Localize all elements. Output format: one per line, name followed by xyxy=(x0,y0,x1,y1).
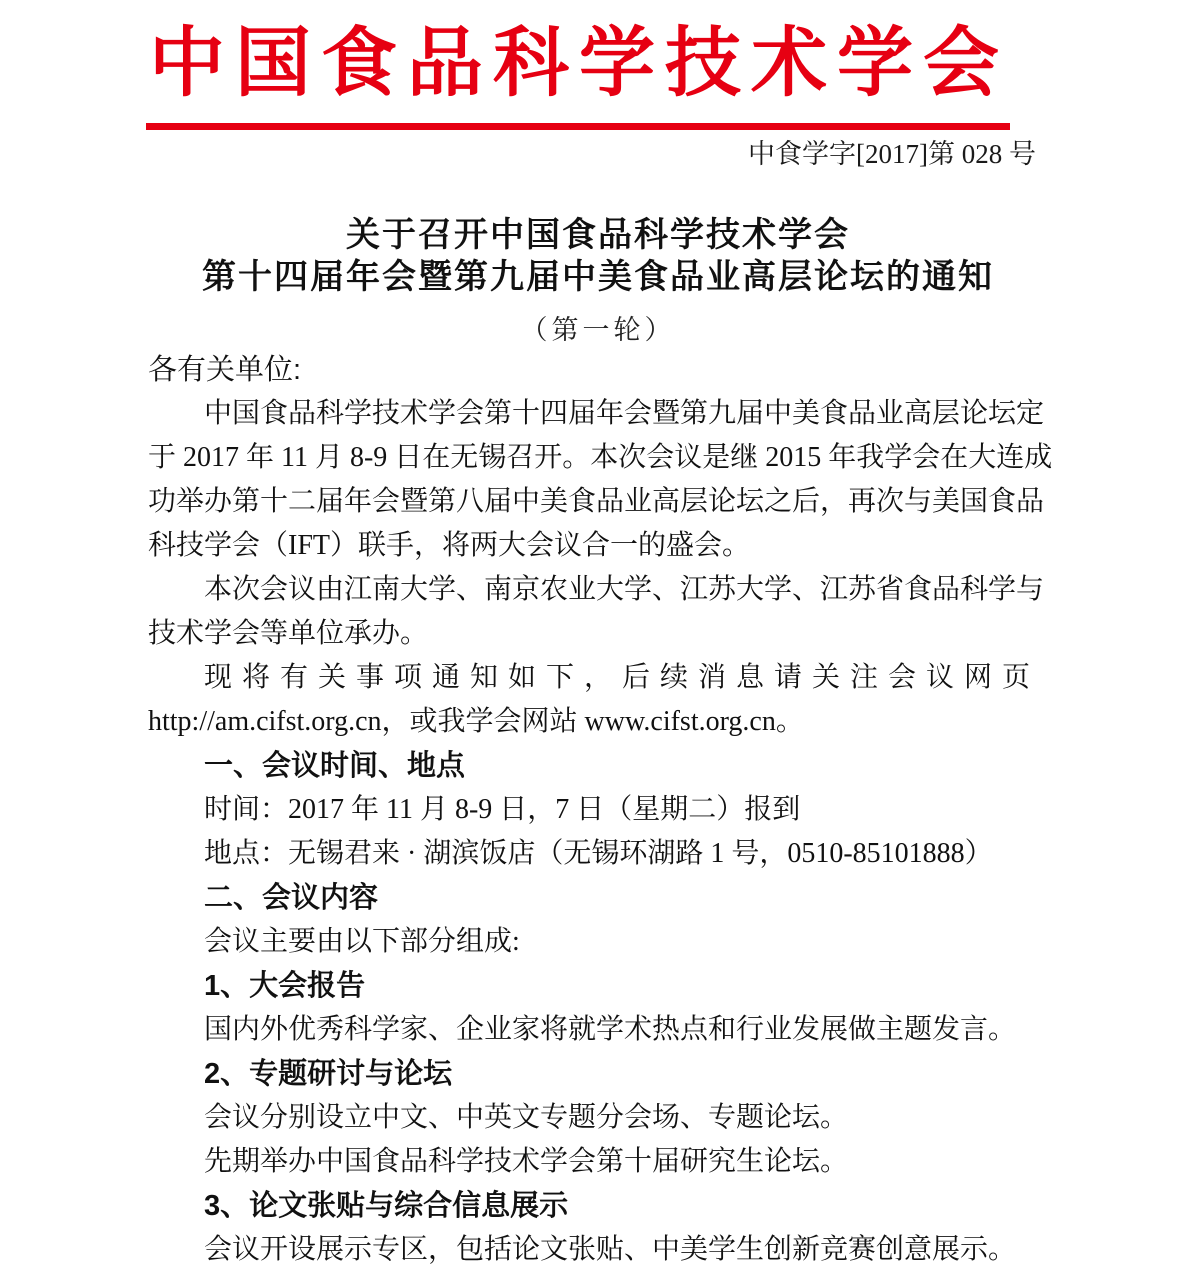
para-3-line-2: http://am.cifst.org.cn，或我学会网站 www.cifst.org.cn。 xyxy=(148,706,804,737)
para-1-line-4: 科技学会（IFT）联手，将两大会议合一的盛会。 xyxy=(148,530,751,561)
title-line-1: 关于召开中国食品科学技术学会 xyxy=(346,216,850,254)
item-1-text: 国内外优秀科学家、企业家将就学术热点和行业发展做主题发言。 xyxy=(204,1014,1017,1045)
para-2-line-2: 技术学会等单位承办。 xyxy=(148,618,429,649)
title-line-2: 第十四届年会暨第九届中美食品业高层论坛的通知 xyxy=(202,258,994,296)
body-block xyxy=(148,348,1053,1272)
section-1-heading: 一、会议时间、地点 xyxy=(204,750,466,782)
place-line: 地点：无锡君来 · 湖滨饭店（无锡环湖路 1 号，0510-85101888） xyxy=(204,838,993,869)
section-2-intro: 会议主要由以下部分组成: xyxy=(204,926,520,957)
para-2-line-1: 本次会议由江南大学、南京农业大学、江苏大学、江苏省食品科学与 xyxy=(204,574,1045,605)
para-1-line-3: 功举办第十二届年会暨第八届中美食品业高层论坛之后，再次与美国食品 xyxy=(148,486,1045,517)
round-note: （第一轮） xyxy=(520,315,676,345)
item-2-heading: 2、专题研讨与论坛 xyxy=(204,1058,453,1090)
section-2-heading: 二、会议内容 xyxy=(204,882,379,914)
item-3-text: 会议开设展示专区，包括论文张贴、中美学生创新竞赛创意展示。 xyxy=(204,1234,1017,1265)
para-3-line-1: 现将有关事项通知如下，后续消息请关注会议网页 xyxy=(204,662,1041,693)
para-1-line-2: 于 2017 年 11 月 8-9 日在无锡召开。本次会议是继 2015 年我学会在大连成 xyxy=(148,442,1053,473)
title-block xyxy=(148,214,1048,348)
item-2-text-1: 会议分别设立中文、中英文专题分会场、专题论坛。 xyxy=(204,1102,849,1133)
item-2-text-2: 先期举办中国食品科学技术学会第十届研究生论坛。 xyxy=(204,1146,849,1177)
doc-number: 中食学字[2017]第 028 号 xyxy=(748,139,1036,169)
item-1-heading: 1、大会报告 xyxy=(204,970,366,1002)
org-name: 中国食品科学技术学会 xyxy=(149,22,1009,106)
letterhead-rule xyxy=(146,123,1010,130)
para-1-line-1: 中国食品科学技术学会第十四届年会暨第九届中美食品业高层论坛定 xyxy=(204,398,1045,429)
time-line: 时间：2017 年 11 月 8-9 日，7 日（星期二）报到 xyxy=(204,794,801,825)
item-3-heading: 3、论文张贴与综合信息展示 xyxy=(204,1190,569,1222)
salutation: 各有关单位: xyxy=(148,354,302,386)
